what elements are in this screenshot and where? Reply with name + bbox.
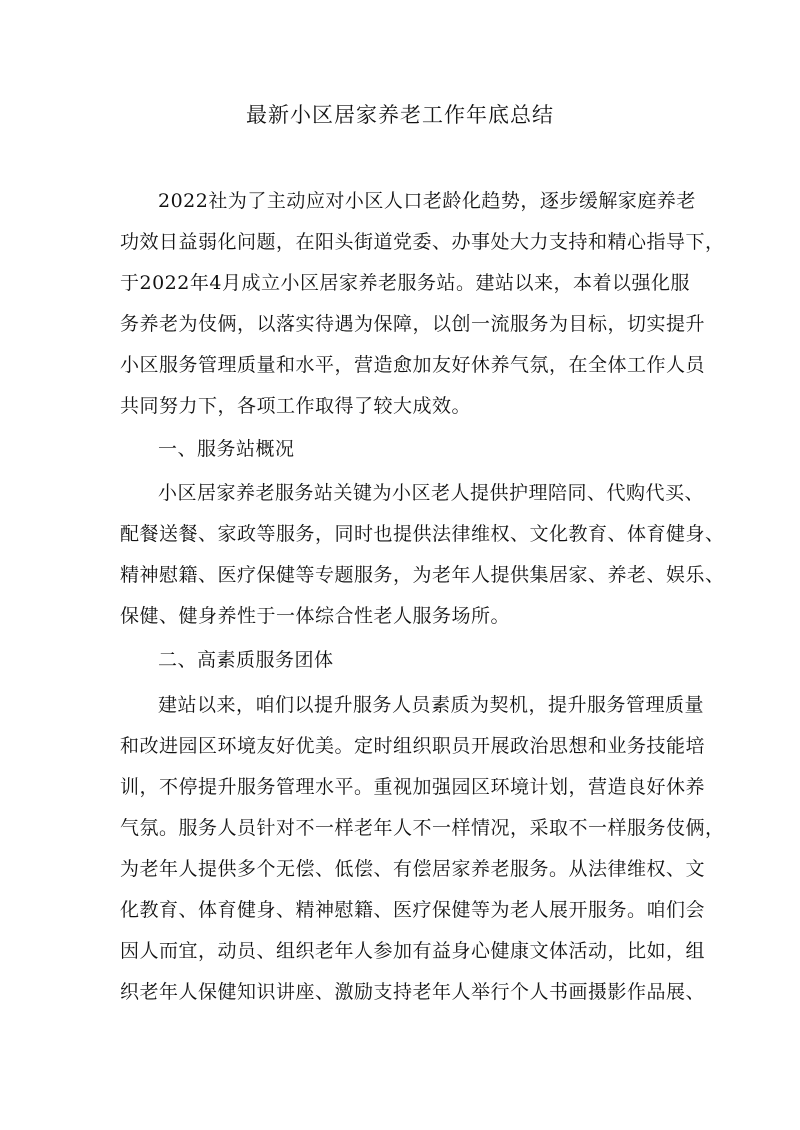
document-title: 最新小区居家养老工作年底总结 (246, 103, 554, 127)
paragraph-line: 保健、健身养性于一体综合性老人服务场所。 (120, 605, 511, 627)
paragraph-line: 配餐送餐、家政等服务，同时也提供法律维权、文化教育、体育健身、 (120, 523, 725, 545)
paragraph-line: 训，不停提升服务管理水平。重视加强园区环境计划，营造良好休养 (120, 776, 706, 798)
paragraph-line: 小区居家养老服务站关键为小区老人提供护理陪同、代购代买、 (158, 482, 705, 504)
section-heading: 二、高素质服务团体 (158, 649, 334, 671)
paragraph-line: 共同努力下，各项工作取得了较大成效。 (120, 395, 472, 417)
paragraph-line: 织老年人保健知识讲座、激励支持老年人举行个人书画摄影作品展、 (120, 981, 706, 1003)
paragraph-line: 和改进园区环境友好优美。定时组织职员开展政治思想和业务技能培 (120, 735, 706, 757)
section-heading: 一、服务站概况 (158, 438, 295, 460)
paragraph-line: 2022社为了主动应对小区人口老龄化趋势，逐步缓解家庭养老 (158, 190, 696, 212)
paragraph-line: 气氛。服务人员针对不一样老年人不一样情况，采取不一样服务伎俩， (120, 817, 725, 839)
paragraph-line: 建站以来，咱们以提升服务人员素质为契机，提升服务管理质量 (158, 694, 705, 716)
paragraph-line: 化教育、体育健身、精神慰籍、医疗保健等为老人展开服务。咱们会 (120, 899, 706, 921)
paragraph-line: 精神慰籍、医疗保健等专题服务，为老年人提供集居家、养老、娱乐、 (120, 564, 725, 586)
paragraph-line: 为老年人提供多个无偿、低偿、有偿居家养老服务。从法律维权、文 (120, 858, 706, 880)
paragraph-line: 小区服务管理质量和水平，营造愈加友好休养气氛，在全体工作人员 (120, 354, 706, 376)
paragraph-line: 因人而宜，动员、组织老年人参加有益身心健康文体活动，比如，组 (120, 940, 706, 962)
paragraph-line: 功效日益弱化问题，在阳头街道党委、办事处大力支持和精心指导下， (120, 231, 725, 253)
paragraph-line: 务养老为伎俩，以落实待遇为保障，以创一流服务为目标，切实提升 (120, 313, 706, 335)
paragraph-line: 于2022年4月成立小区居家养老服务站。建站以来，本着以强化服 (120, 272, 690, 294)
